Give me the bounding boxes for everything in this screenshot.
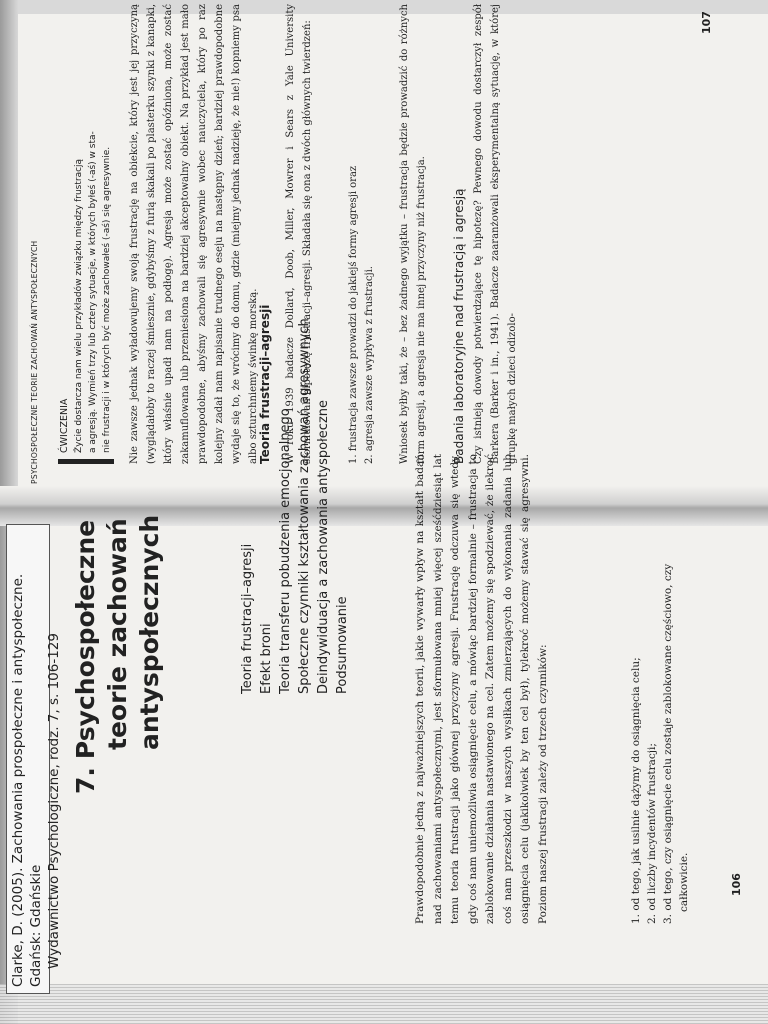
citation-box	[6, 524, 62, 994]
hypothesis-claims-list	[346, 4, 378, 464]
list-item: 1. od tego, jak usilnie dążymy do osiągnięcia celu;	[630, 657, 642, 924]
body-paragraph-3: Wniosek byłby taki, że – bez żadnego wyjątku – frustracja będzie prowadzić do różnych form agresji, a agresja nie ma innej przyczyny niż frustracja.	[399, 4, 427, 464]
citation-line-1: Clarke, D. (2005). Zachowania prospołeczne i antyspołeczne. Gdańsk: Gdańskie	[10, 573, 44, 987]
exercise-line: Życie dostarcza nam wielu przykładów związku między frustracją	[74, 158, 84, 453]
exercise-title: ĆWICZENIA	[59, 398, 70, 453]
list-item: 3. od tego, czy osiągnięcie celu zostaje zablokowane częściowo, czy całkowicie.	[662, 563, 690, 924]
frustration-factors-list	[628, 504, 692, 924]
list-item: 2. agresja zawsze wypływa z frustracji.	[364, 266, 375, 464]
intro-paragraph: Prawdopodobnie jedną z najważniejszych teorii, jakie wywarły wpływ na kształt badań nad zachowaniami antyspołecznymi, jest sformułowana mniej więcej sześćdziesiąt lat temu teoria frustracji jako głównej przyczyny agresji. Frustrację odczuwa się wtedy, gdy coś nam uniemożliwia osiągnięcie celu, a mówiąc bardziej formalnie – frustracja to zablokowanie działania nastawionego na cel. Zatem możemy się spodziewać, że ilekroć coś nam przeszkodzi w naszych wysiłkach zmierzających do wykonania zadania lub osiągnięcia celu (jakikolwiek by ten cel był), tylekroć możemy stawać się agresywni. Poziom naszej frustracji zależy od trzech czynników:	[414, 454, 549, 924]
running-head: PSYCHOSPOŁECZNE TEORIE ZACHOWAŃ ANTYSPOŁECZNYCH	[30, 240, 39, 484]
list-item: 2. od liczby incydentów frustracji;	[646, 743, 658, 924]
chapter-title-line-3: antyspołecznych	[135, 514, 164, 750]
toc-item: Deindywiduacja a zachowania antyspołeczne	[316, 399, 331, 694]
toc-item: Teoria transferu pobudzenia emocjonalnego	[278, 408, 293, 694]
body-paragraph-1: Nie zawsze jednak wyładowujemy swoją frustrację na obiekcie, który jest jej przyczyną (wyglądałoby to raczej śmiesznie, gdybyśmy z furią skakali po plasterku szynki z kanapki, który właśnie upadł nam na podłogę). Agresja może zostać opóźniona, może zostać zakamuflowana lub przeniesiona na bardziej akceptowalny obiekt. Na przykład jest mało prawdopodobne, abyśmy zachowali się agresywnie wobec nauczyciela, który po raz kolejny zadał nam napisanie trudnego eseju na następny dzień; bardziej prawdopodobne wydaje się to, że wrócimy do domu, gdzie (miejmy jednak nadzieję, że nie!) kopniemy psa albo szturchniemy świnkę morską.	[129, 4, 259, 464]
exercise-line: a agresją. Wymień trzy lub cztery sytuacje, w których byłeś (-aś) w sta-	[88, 131, 98, 453]
page-number-right: 107	[700, 11, 713, 34]
exercise-box	[58, 3, 114, 464]
toc-item: Efekt broni	[259, 623, 274, 694]
list-item: 1. frustracja zawsze prowadzi do jakiejś formy agresji oraz	[348, 165, 359, 464]
exercise-line: nie frustracji i w których być może zachowałeś (-aś) się agresywnie.	[102, 146, 112, 453]
body-paragraph-2: W roku 1939 badacze Dollard, Doob, Miller, Mowrer i Sears z Yale University sformułowali hipotezę frustracji–agresji. Składała się ona z dwóch głównych twierdzeń:	[285, 4, 313, 464]
chapter-number: 7.	[71, 767, 100, 794]
body-paragraph-4: Czy istnieją dowody potwierdzające tę hipotezę? Pewnego dowodu dostarczył zespół Barkera (Barker i in., 1941). Badacze zaaranżowali eksperymentalną sytuację, w której grupkę małych dzieci odizolo-	[473, 4, 518, 464]
page-number-left: 106	[730, 873, 743, 896]
chapter-title-line-2: teorie zachowań	[103, 518, 132, 750]
toc-item: Teoria frustracji–agresji	[240, 543, 255, 694]
toc-item: Podsumowanie	[335, 596, 350, 694]
citation-line-2: Wydawnictwo Psychologiczne, rodz. 7, s. 106-129	[46, 633, 62, 969]
toc-item: Społeczne czynniki kształtowania zachowań agresywnych	[297, 318, 312, 694]
chapter-title-line-1: Psychospołeczne	[71, 519, 100, 760]
subsection-title: Badania laboratoryjne nad frustracją i agresją	[452, 188, 466, 464]
section-title: Teoria frustracji–agresji	[258, 304, 272, 464]
